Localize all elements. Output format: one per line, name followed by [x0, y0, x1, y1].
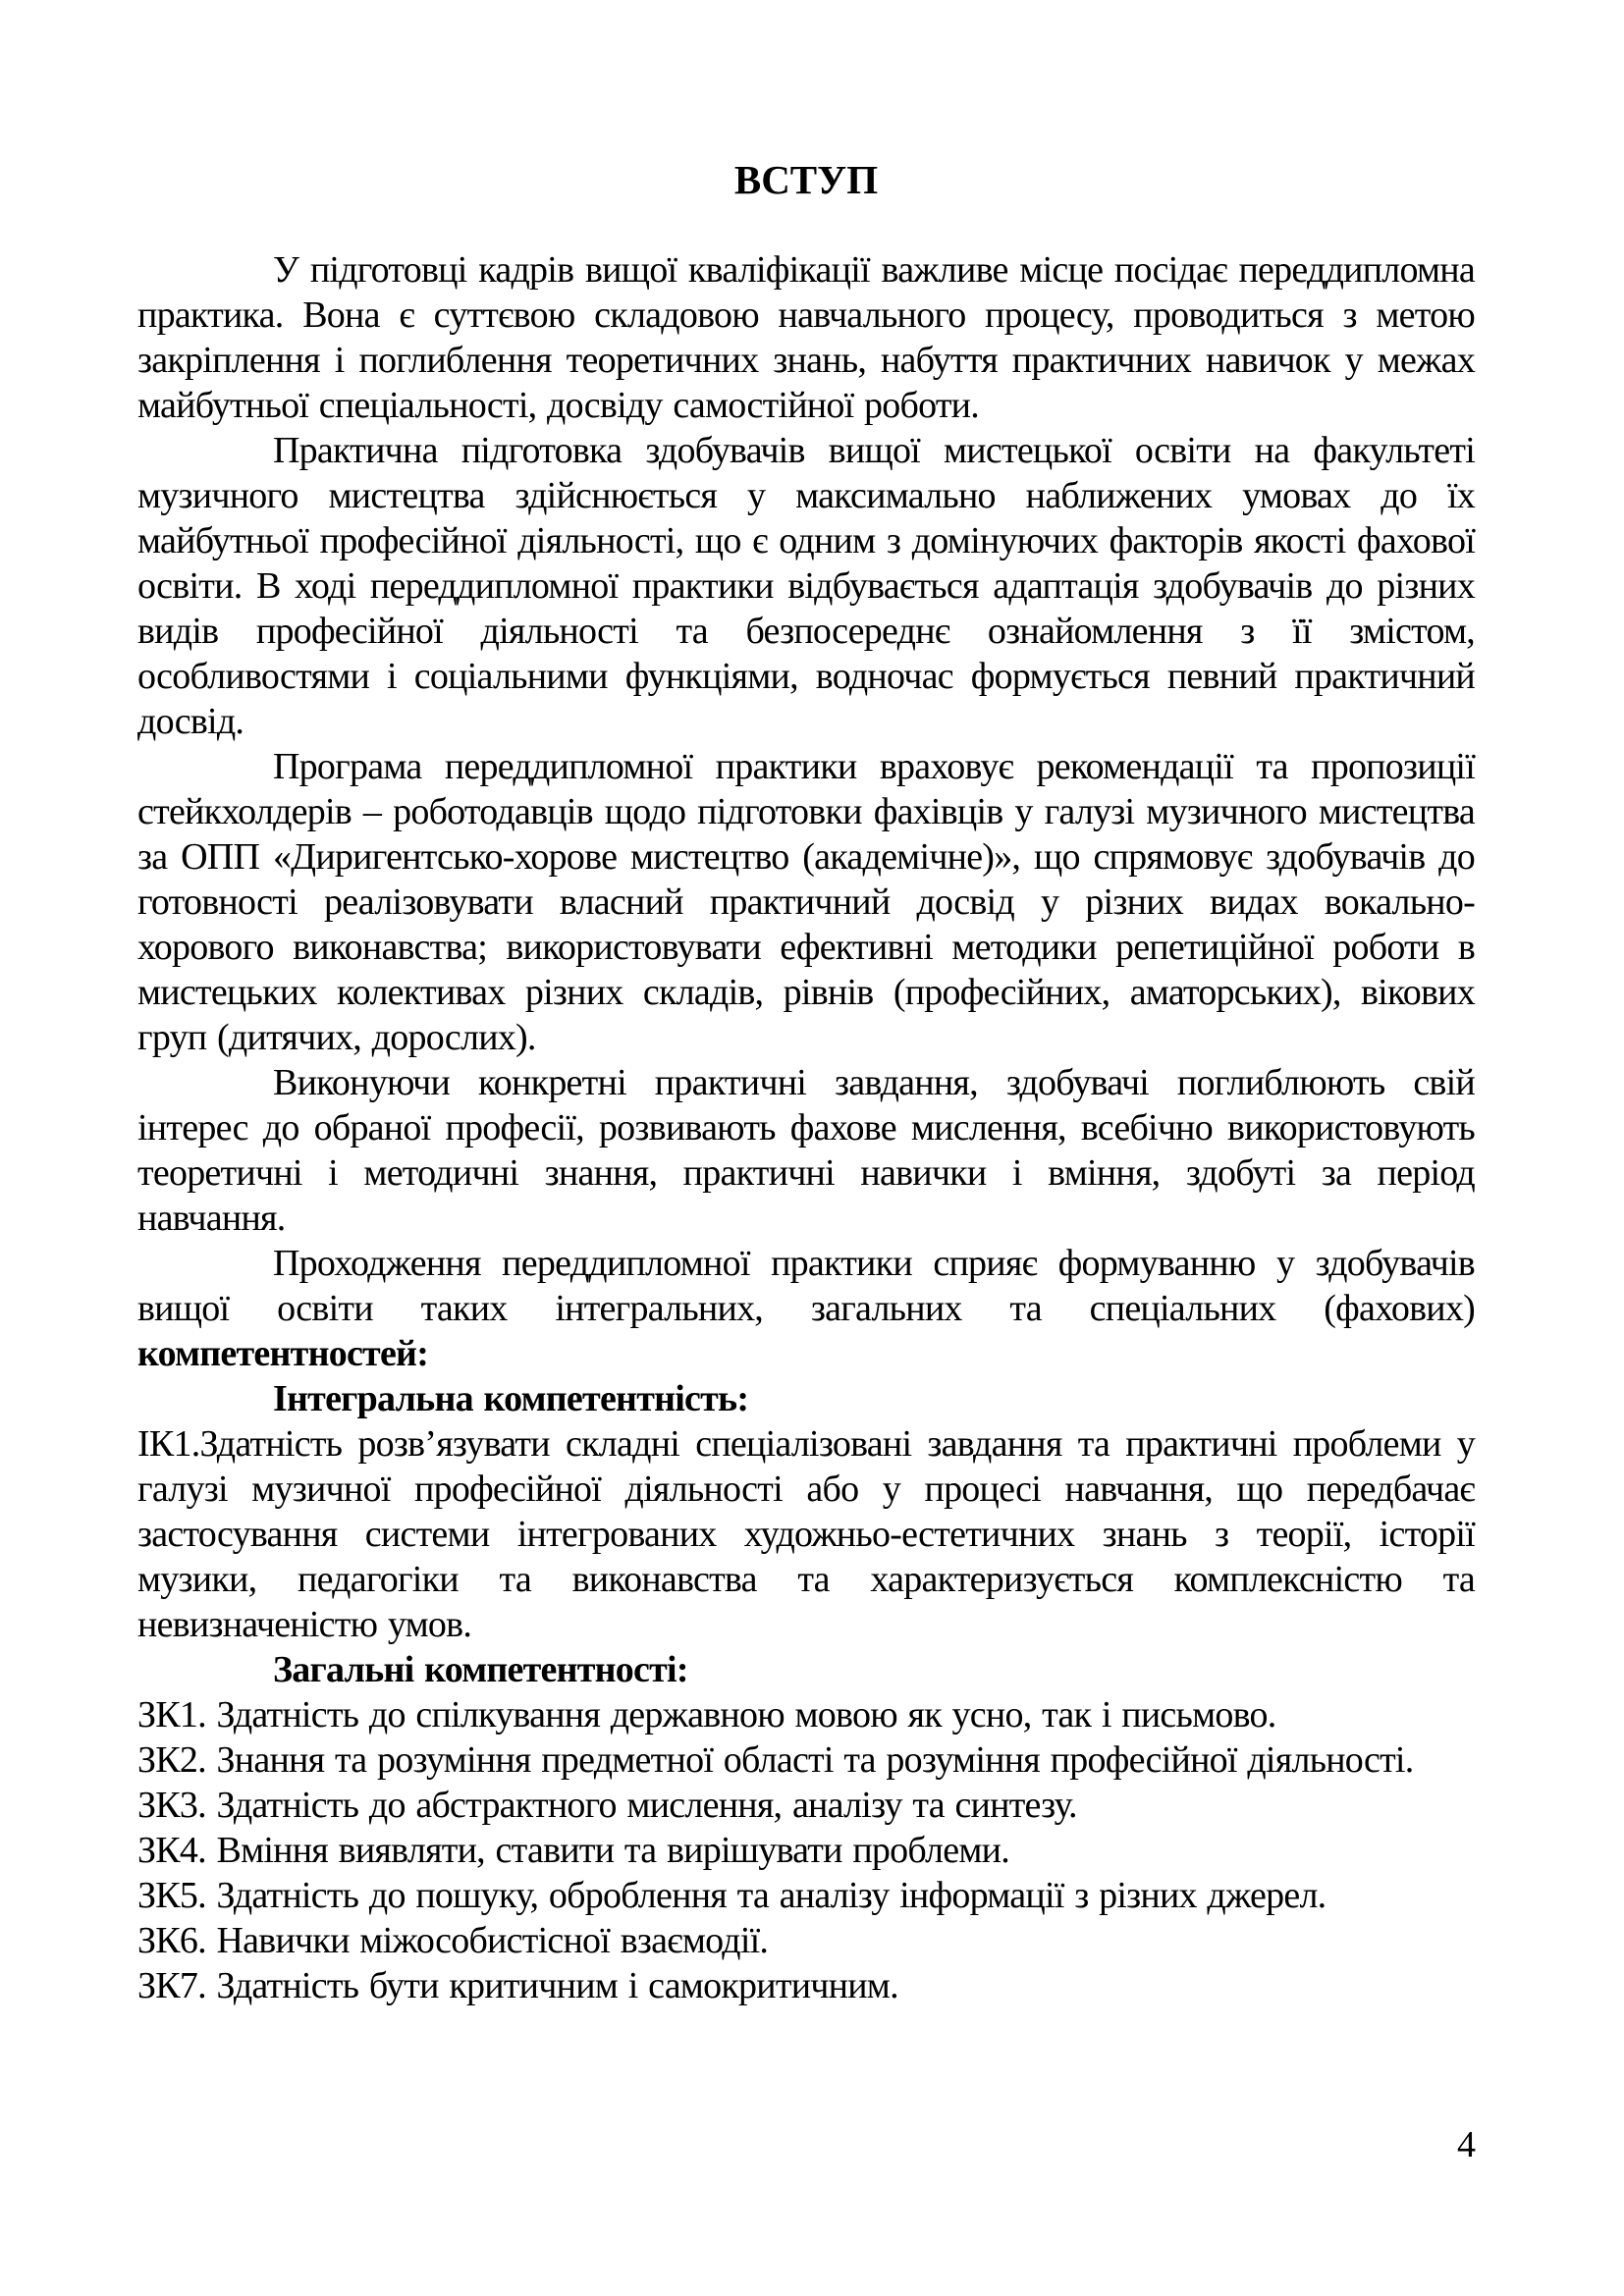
document-content: [137, 157, 1475, 2008]
intro-paragraph-1: У підготовці кадрів вищої кваліфікації важливе місце посідає переддипломна практика. Вона є суттєвою складовою навчального процесу, проводиться з метою закріплення і поглиблення теоретичних знань, набуття практичних навичок у межах майбутньої спеціальності, досвіду самостійної роботи.: [137, 249, 1475, 426]
general-competence-item-zk4: ЗК4. Вміння виявляти, ставити та вирішувати проблеми.: [137, 1830, 1009, 1871]
general-competences-heading: Загальні компетентності:: [273, 1649, 688, 1690]
intro-paragraph-4: Виконуючи конкретні практичні завдання, здобувачі поглиблюють свій інтерес до обраної професії, розвивають фахове мислення, всебічно використовують теоретичні і методичні знання, практичні навички і вміння, здобуті за період навчання.: [137, 1062, 1475, 1239]
integral-competence-heading: Інтегральна компетентність:: [273, 1378, 749, 1419]
competencies-lead-bold-text: компетентностей:: [137, 1333, 429, 1374]
intro-paragraph-3: Програма переддипломної практики враховує рекомендації та пропозиції стейкхолдерів – роботодавців щодо підготовки фахівців у галузі музичного мистецтва за ОПП «Диригентсько-хорове мистецтво (академічне)», що спрямовує здобувачів до готовності реалізовувати власний практичний досвід у різних видах вокально-хорового виконавства; використовувати ефективні методики репетиційної роботи в мистецьких колективах різних складів, рівнів (професійних, аматорських), вікових груп (дитячих, дорослих).: [137, 746, 1475, 1058]
general-competence-item-zk3: ЗК3. Здатність до абстрактного мислення, аналізу та синтезу.: [137, 1785, 1077, 1826]
page-number: 4: [1457, 2124, 1476, 2165]
general-competence-item-zk5: ЗК5. Здатність до пошуку, оброблення та аналізу інформації з різних джерел.: [137, 1875, 1326, 1916]
general-competence-item-zk2: ЗК2. Знання та розуміння предметної області та розуміння професійної діяльності.: [137, 1739, 1414, 1781]
general-competence-item-zk7: ЗК7. Здатність бути критичним і самокритичним.: [137, 1965, 898, 2006]
general-competence-item-zk1: ЗК1. Здатність до спілкування державною мовою як усно, так і письмово.: [137, 1694, 1276, 1735]
competencies-lead-text: Проходження переддипломної практики сприяє формуванню у здобувачів вищої освіти таких інтегральних, загальних та спеціальних (фахових): [137, 1243, 1475, 1329]
intro-paragraph-2: Практична підготовка здобувачів вищої мистецької освіти на факультеті музичного мистецтва здійснюється у максимально наближених умовах до їх майбутньої професійної діяльності, що є одним з домінуючих факторів якості фахової освіти. В ході переддипломної практики відбувається адаптація здобувачів до різних видів професійної діяльності та безпосереднє ознайомлення з її змістом, особливостями і соціальними функціями, водночас формується певний практичний досвід.: [137, 430, 1475, 742]
competencies-lead-paragraph: [137, 1241, 1475, 1376]
page-title: ВСТУП: [733, 157, 879, 202]
general-competence-item-zk6: ЗК6. Навички міжособистісної взаємодії.: [137, 1920, 769, 1961]
integral-competence-item-ik1: ІК1.Здатність розв’язувати складні спеціалізовані завдання та практичні проблеми у галузі музичної професійної діяльності або у процесі навчання, що передбачає застосування системи інтегрованих художньо-естетичних знань з теорії, історії музики, педагогіки та виконавства та характеризується комплексністю та невизначеністю умов.: [137, 1423, 1475, 1645]
